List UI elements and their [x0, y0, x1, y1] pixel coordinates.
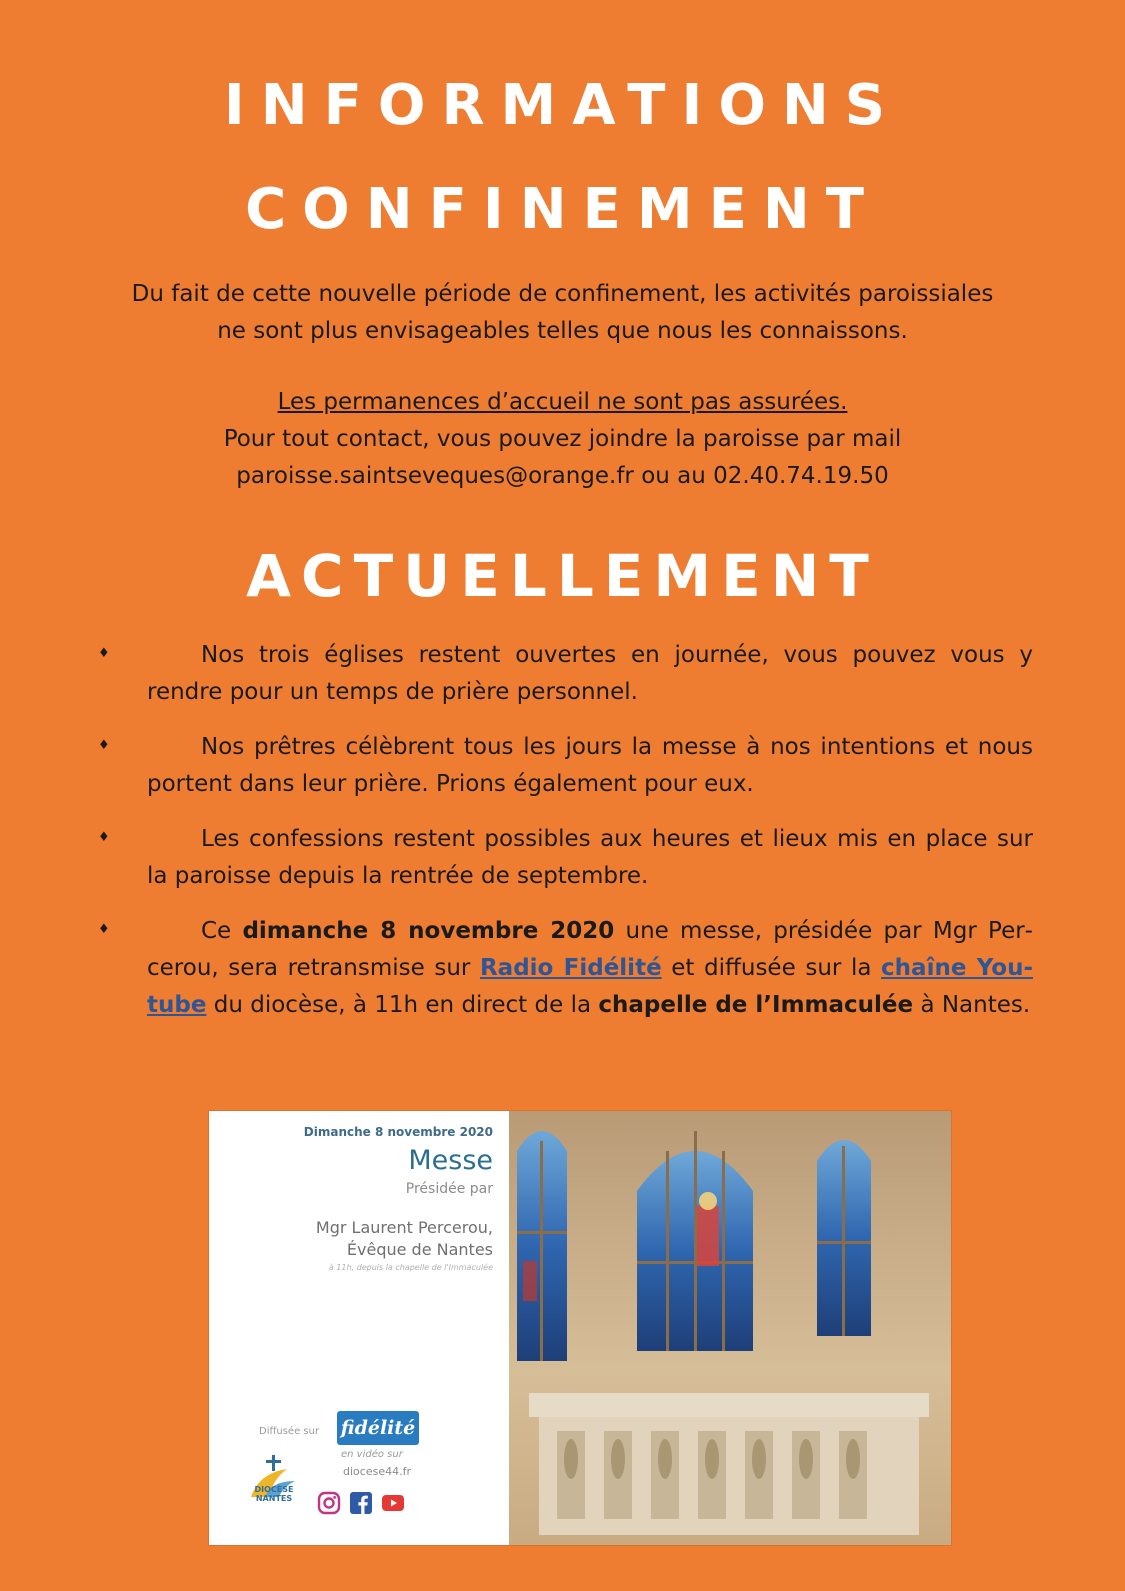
youtube-channel-link[interactable]: chaîne Youtube	[147, 955, 1033, 1018]
intro-paragraph	[80, 276, 1045, 350]
bullet-text-4-part-1: Ce	[201, 918, 243, 944]
radio-fidelite-link[interactable]: Radio Fidélité	[479, 955, 662, 981]
poster-video-label: en vidéo sur	[341, 1449, 403, 1460]
diocese-logo-icon	[245, 1451, 303, 1513]
bullet-text-2: Nos prêtres célèbrent tous les jours la messe à nos intentions et nous portent dans leur prière. Prions également pour eux.	[147, 734, 1033, 797]
diamond-bullet-icon: ♦	[98, 830, 110, 845]
list-item	[98, 729, 1033, 803]
bullet-text-4-part-4: du diocèse, à 11h en direct de la	[206, 992, 599, 1018]
list-item	[98, 637, 1033, 711]
list-item	[98, 821, 1033, 895]
diamond-bullet-icon: ♦	[98, 646, 110, 661]
diamond-bullet-icon: ♦	[98, 738, 110, 753]
news-list	[98, 637, 1033, 1042]
list-item	[98, 913, 1033, 1024]
diocese-logo-label	[245, 1485, 303, 1503]
poster-bishop-name: Mgr Laurent Percerou,	[315, 1218, 493, 1237]
bullet-text-4-part-3: et diffusée sur la	[661, 955, 882, 981]
contact-line-1: Pour tout contact, vous pouvez joindre la paroisse par mail	[223, 426, 902, 452]
contact-paragraph	[80, 384, 1045, 495]
intro-line-2: ne sont plus envisageables telles que nous les connaissons.	[217, 318, 908, 344]
bullet-text-3: Les confessions restent possibles aux heures et lieux mis en place sur la paroisse depuis la rentrée de septembre.	[147, 826, 1033, 889]
bullet-text-1: Nos trois églises restent ouvertes en journée, vous pouvez vous y rendre pour un temps de prière personnel.	[147, 642, 1033, 705]
title-informations: INFORMATIONS	[223, 73, 902, 138]
radio-fidelite-logo: fidélité	[337, 1411, 419, 1445]
diamond-bullet-icon: ♦	[98, 922, 110, 937]
poster-date: Dimanche 8 novembre 2020	[303, 1125, 493, 1139]
diocese-label-line-1: DIOCÈSE	[254, 1485, 294, 1494]
chapel-highlight: chapelle de l’Immaculée	[598, 992, 914, 1018]
contact-line-2: paroisse.saintseveques@orange.fr ou au 02.40.74.19.50	[236, 463, 889, 489]
instagram-icon	[317, 1491, 341, 1515]
poster-text-panel	[209, 1111, 509, 1545]
poster-presidee: Présidée par	[405, 1181, 493, 1197]
diocese-label-line-2: NANTES	[255, 1494, 293, 1503]
poster-title: Messe	[408, 1145, 493, 1176]
poster-bishop	[316, 1217, 493, 1261]
chapel-altar-photo	[509, 1111, 951, 1545]
poster-time: à 11h, depuis la chapelle de l'Immaculée	[328, 1263, 493, 1272]
poster-diffusee: Diffusée sur	[259, 1426, 320, 1437]
poster-site: diocese44.fr	[343, 1465, 411, 1478]
bullet-text-4-part-5: à Nantes.	[913, 992, 1031, 1018]
permanences-notice: Les permanences d’accueil ne sont pas assurées.	[277, 389, 848, 415]
title-confinement: CONFINEMENT	[245, 177, 880, 242]
intro-line-1: Du fait de cette nouvelle période de confinement, les activités paroissiales	[131, 281, 994, 307]
poster-bishop-title: Évêque de Nantes	[346, 1240, 493, 1259]
title-actuellement: ACTUELLEMENT	[246, 542, 879, 610]
facebook-icon	[349, 1491, 373, 1515]
bullet-text-4-part-2: une messe, présidée par Mgr Percerou, sera retransmise sur	[147, 918, 1033, 981]
youtube-icon	[381, 1491, 405, 1515]
mass-poster-image	[209, 1111, 951, 1545]
date-highlight: dimanche 8 novembre 2020	[242, 918, 615, 944]
